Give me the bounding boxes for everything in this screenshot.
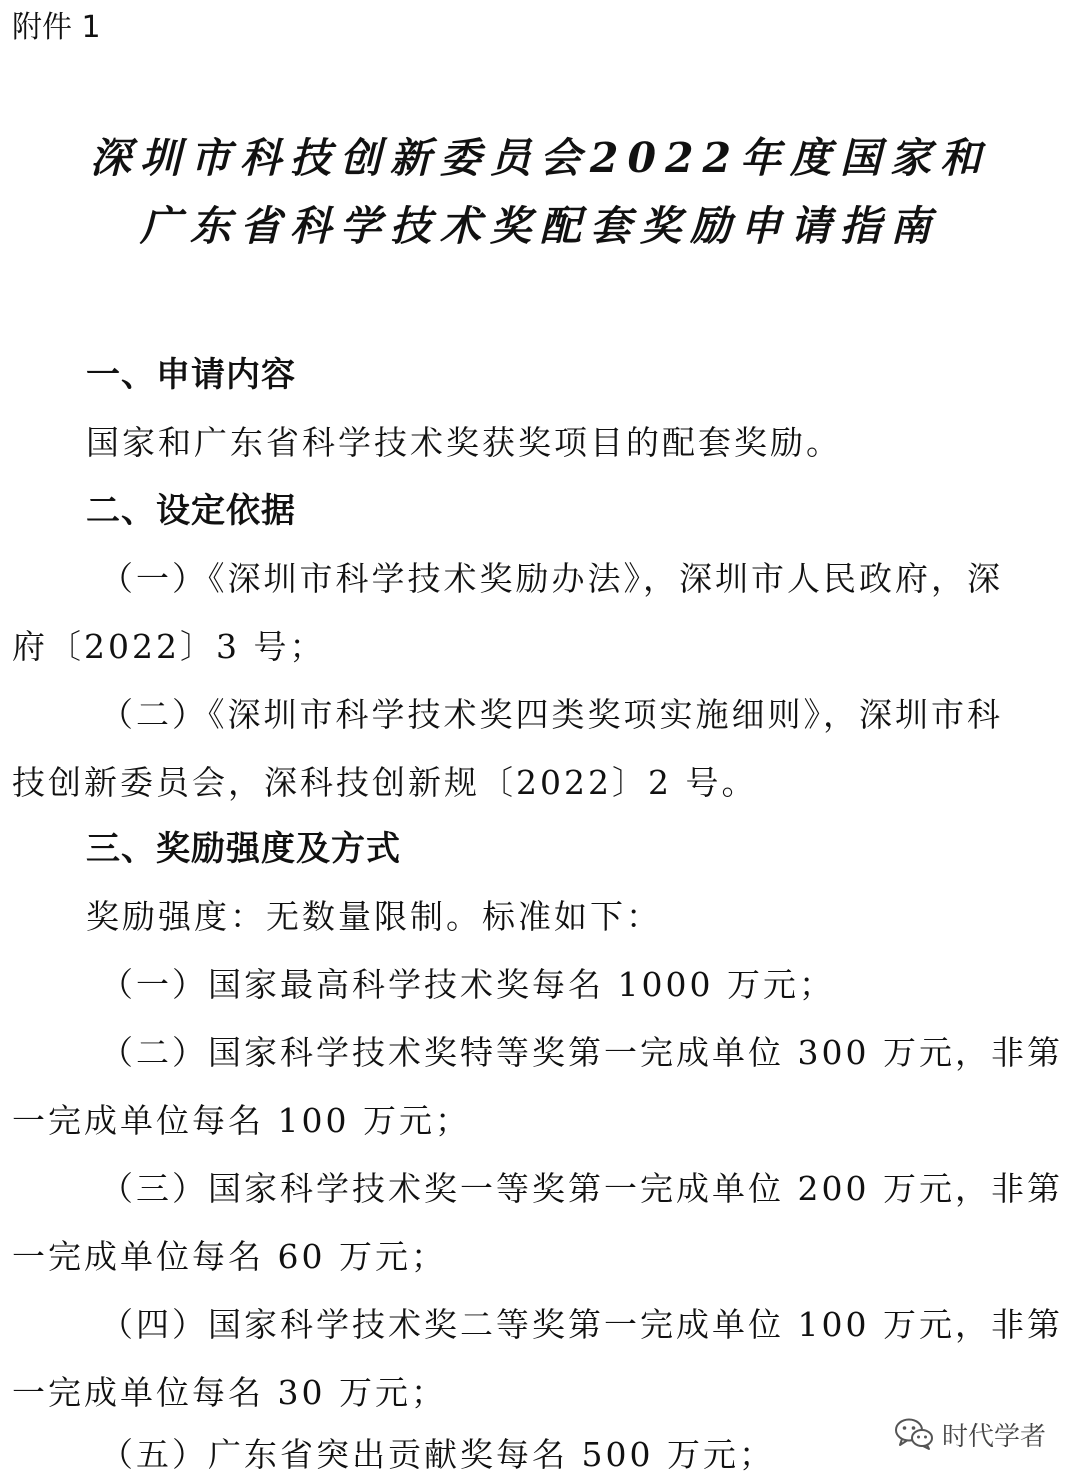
document-title-line-2: 广东省科学技术奖配套奖励申请指南 <box>140 202 940 250</box>
reward-item-5: （五）广东省突出贡献奖每名 500 万元； <box>100 1435 775 1474</box>
reward-item-2-line-1: （二）国家科学技术奖特等奖第一完成单位 300 万元，非第 <box>100 1033 1063 1072</box>
reward-item-4-line-1: （四）国家科学技术奖二等奖第一完成单位 100 万元，非第 <box>100 1305 1063 1344</box>
wechat-icon <box>894 1417 934 1451</box>
paragraph-application-content: 国家和广东省科学技术奖获奖项目的配套奖励。 <box>86 423 842 462</box>
section-heading-application-content: 一、申请内容 <box>86 355 296 395</box>
basis-item-2-line-1: （二）《深圳市科学技术奖四类奖项实施细则》，深圳市科 <box>100 695 1003 734</box>
section-heading-basis: 二、设定依据 <box>86 491 296 531</box>
basis-item-2-line-2: 技创新委员会，深科技创新规〔2022〕2 号。 <box>12 763 758 802</box>
attachment-label: 附件 1 <box>12 10 101 45</box>
basis-item-1-line-1: （一）《深圳市科学技术奖励办法》，深圳市人民政府，深 <box>100 559 1003 598</box>
basis-item-1-line-2: 府〔2022〕3 号； <box>12 627 326 666</box>
reward-item-3-line-2: 一完成单位每名 60 万元； <box>12 1237 447 1276</box>
reward-item-4-line-2: 一完成单位每名 30 万元； <box>12 1373 447 1412</box>
wechat-watermark <box>894 1414 1046 1454</box>
document-title-line-1: 深圳市科技创新委员会2022年度国家和 <box>89 134 991 182</box>
reward-item-2-line-2: 一完成单位每名 100 万元； <box>12 1101 471 1140</box>
section-heading-reward-intensity: 三、奖励强度及方式 <box>86 829 401 869</box>
watermark-text: 时代学者 <box>941 1421 1046 1452</box>
reward-item-3-line-1: （三）国家科学技术奖一等奖第一完成单位 200 万元，非第 <box>100 1169 1063 1208</box>
reward-intro: 奖励强度：无数量限制。标准如下： <box>86 897 662 936</box>
reward-item-1: （一）国家最高科学技术奖每名 1000 万元； <box>100 965 835 1004</box>
